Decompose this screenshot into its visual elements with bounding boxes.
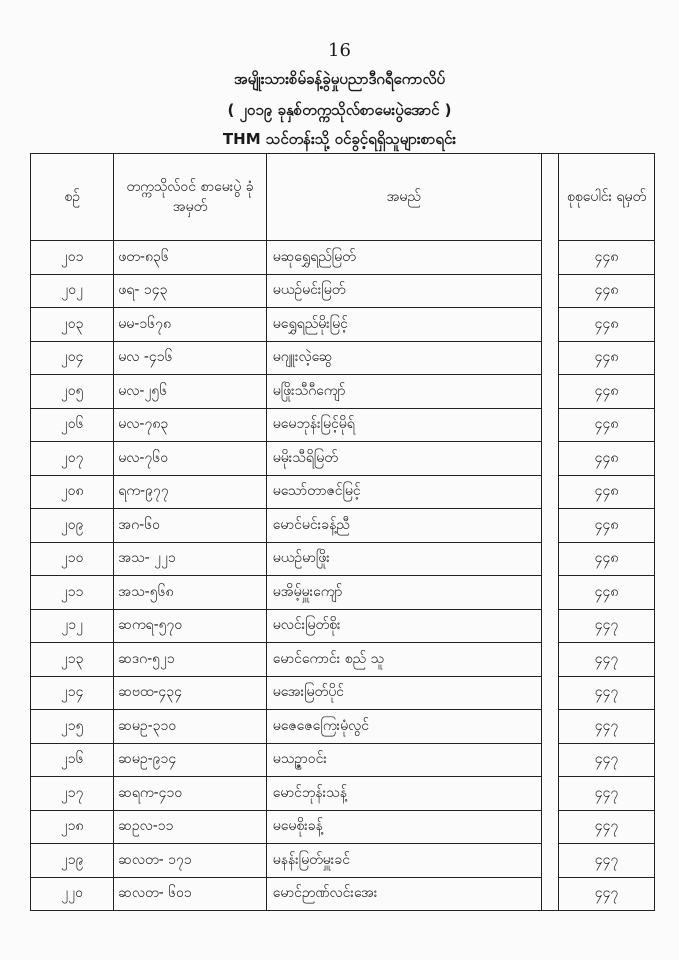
cell-gap	[541, 241, 558, 275]
table-row	[31, 509, 655, 543]
col-header-gap	[541, 154, 558, 241]
cell-name: မအိမ့်မှူးကျော်	[266, 576, 541, 610]
cell-gap	[541, 475, 558, 509]
admission-table	[30, 153, 655, 911]
cell-roll: ဆကရ-၅၇၀	[114, 609, 266, 643]
table-row	[31, 241, 655, 275]
cell-roll: အသ- ၂၂၁	[114, 542, 266, 576]
cell-gap	[541, 676, 558, 710]
list-title: THM သင်တန်းသို့ ဝင်ခွင့်ရရှိသူများစာရင်း	[222, 130, 457, 148]
table-header-row	[31, 154, 655, 241]
cell-roll: ဆဒဂ-၅၂၁	[114, 643, 266, 677]
cell-name: မဖြိုးသီဂီကျော်	[266, 375, 541, 409]
cell-name: မောင်မင်းခန့်ညီ	[266, 509, 541, 543]
exam-year-subtitle: ( ၂၀၁၉ ခုနှစ်တက္ကသိုလ်စာမေးပွဲအောင် )	[227, 101, 452, 119]
cell-roll: ဖရ- ၁၄၃	[114, 274, 266, 308]
cell-name: မဂျူးလဲ့ဆွေ	[266, 341, 541, 375]
table-row	[31, 341, 655, 375]
cell-roll: ဆဥလ-၁၁	[114, 810, 266, 844]
table-row	[31, 810, 655, 844]
table-row	[31, 442, 655, 476]
cell-gap	[541, 743, 558, 777]
cell-no: ၂၁၅	[31, 710, 114, 744]
cell-roll: မလ-၇၆၀	[114, 442, 266, 476]
cell-gap	[541, 442, 558, 476]
college-title: အမျိုးသားစိမ်ခန့်ခွဲမှုပညာဒီဂရီကောလိပ်	[233, 70, 446, 88]
table-row	[31, 877, 655, 911]
cell-no: ၂၁၇	[31, 777, 114, 811]
cell-no: ၂၀၅	[31, 375, 114, 409]
cell-total: ၄၄၇	[559, 877, 655, 911]
cell-total: ၄၄၈	[559, 408, 655, 442]
cell-total: ၄၄၈	[559, 241, 655, 275]
cell-total: ၄၄၈	[559, 308, 655, 342]
cell-no: ၂၁၁	[31, 576, 114, 610]
cell-no: ၂၁၉	[31, 844, 114, 878]
table-row	[31, 274, 655, 308]
cell-no: ၂၂၀	[31, 877, 114, 911]
page-number: 16	[328, 40, 351, 61]
cell-roll: ဆရက-၄၁၀	[114, 777, 266, 811]
cell-name: မနန်းမြတ်မှူးခင်	[266, 844, 541, 878]
cell-roll: ဆဗထ-၄၃၄	[114, 676, 266, 710]
cell-no: ၂၁၀	[31, 542, 114, 576]
cell-name: မဇေဇေကြေးမုံလွင်	[266, 710, 541, 744]
cell-total: ၄၄၇	[559, 777, 655, 811]
cell-gap	[541, 710, 558, 744]
cell-name: မသဥ္ဇာဝင်း	[266, 743, 541, 777]
cell-no: ၂၁၃	[31, 643, 114, 677]
cell-gap	[541, 308, 558, 342]
cell-name: မအေးမြတ်ပိုင်	[266, 676, 541, 710]
cell-gap	[541, 274, 558, 308]
cell-gap	[541, 341, 558, 375]
cell-no: ၂၀၄	[31, 341, 114, 375]
cell-roll: အသ-၅၆၈	[114, 576, 266, 610]
cell-roll: မမ-၁၆၇၈	[114, 308, 266, 342]
cell-roll: မလ-၇၈၃	[114, 408, 266, 442]
cell-no: ၂၀၈	[31, 475, 114, 509]
cell-name: မရွှေရည်မိုးမြင့်	[266, 308, 541, 342]
cell-total: ၄၄၈	[559, 341, 655, 375]
cell-total: ၄၄၇	[559, 844, 655, 878]
cell-total: ၄၄၇	[559, 710, 655, 744]
cell-total: ၄၄၇	[559, 643, 655, 677]
cell-no: ၂၀၇	[31, 442, 114, 476]
table-row	[31, 743, 655, 777]
cell-no: ၂၀၉	[31, 509, 114, 543]
table-row	[31, 408, 655, 442]
cell-gap	[541, 408, 558, 442]
cell-gap	[541, 375, 558, 409]
table-row	[31, 643, 655, 677]
cell-name: မဆုရွှေရည်မြတ်	[266, 241, 541, 275]
cell-no: ၂၁၆	[31, 743, 114, 777]
table-row	[31, 576, 655, 610]
cell-roll: ဆလတ- ၆၀၁	[114, 877, 266, 911]
cell-no: ၂၀၆	[31, 408, 114, 442]
table-row	[31, 542, 655, 576]
cell-no: ၂၁၈	[31, 810, 114, 844]
cell-gap	[541, 576, 558, 610]
cell-total: ၄၄၈	[559, 475, 655, 509]
cell-gap	[541, 810, 558, 844]
col-header-roll: တက္ကသိုလ်ဝင် စာမေးပွဲ ခုံအမှတ်	[114, 154, 266, 241]
cell-roll: ဆမဥ-၃၁၀	[114, 710, 266, 744]
cell-no: ၂၁၂	[31, 609, 114, 643]
cell-roll: အဂ-၆၀	[114, 509, 266, 543]
table-row	[31, 475, 655, 509]
cell-gap	[541, 643, 558, 677]
cell-name: မောင်ကောင်း စည် သူ	[266, 643, 541, 677]
cell-no: ၂၀၂	[31, 274, 114, 308]
cell-name: မသော်တာဇင်မြင့်	[266, 475, 541, 509]
cell-total: ၄၄၈	[559, 375, 655, 409]
cell-no: ၂၀၃	[31, 308, 114, 342]
cell-name: မောင်ဘုန်းသန့်	[266, 777, 541, 811]
col-header-name: အမည်	[266, 154, 541, 241]
table-row	[31, 308, 655, 342]
cell-total: ၄၄၈	[559, 274, 655, 308]
cell-roll: မလ-၂၅၆	[114, 375, 266, 409]
cell-total: ၄၄၈	[559, 576, 655, 610]
table-row	[31, 777, 655, 811]
cell-roll: ရက-၉၇၇	[114, 475, 266, 509]
cell-total: ၄၄၈	[559, 442, 655, 476]
cell-name: မယဉ်မင်းမြတ်	[266, 274, 541, 308]
cell-roll: မလ -၄၁၆	[114, 341, 266, 375]
cell-total: ၄၄၇	[559, 810, 655, 844]
cell-total: ၄၄၈	[559, 509, 655, 543]
cell-no: ၂၀၁	[31, 241, 114, 275]
cell-gap	[541, 509, 558, 543]
cell-gap	[541, 777, 558, 811]
cell-name: မမိုးသီရိမြတ်	[266, 442, 541, 476]
cell-total: ၄၄၇	[559, 609, 655, 643]
cell-name: မမေစိုးခန့်	[266, 810, 541, 844]
cell-name: မောင်ဉာဏ်လင်းအေး	[266, 877, 541, 911]
table-row	[31, 375, 655, 409]
cell-roll: ဆမဥ-၉၁၄	[114, 743, 266, 777]
cell-total: ၄၄၈	[559, 542, 655, 576]
cell-name: မလင်းမြတ်စိုး	[266, 609, 541, 643]
table-row	[31, 710, 655, 744]
cell-total: ၄၄၇	[559, 676, 655, 710]
cell-roll: ဆလတ- ၁၇၁	[114, 844, 266, 878]
cell-roll: ဖတ-၈၃၆	[114, 241, 266, 275]
cell-name: မယဉ်မာဖြိုး	[266, 542, 541, 576]
col-header-no: စဉ်	[31, 154, 114, 241]
table-row	[31, 609, 655, 643]
cell-gap	[541, 542, 558, 576]
cell-total: ၄၄၇	[559, 743, 655, 777]
cell-no: ၂၁၄	[31, 676, 114, 710]
col-header-total: စုစုပေါင်း ရမှတ်	[559, 154, 655, 241]
cell-gap	[541, 844, 558, 878]
table-row	[31, 676, 655, 710]
cell-gap	[541, 609, 558, 643]
cell-name: မမေဘုန်းမြင့်မိုရ်	[266, 408, 541, 442]
table-row	[31, 844, 655, 878]
cell-gap	[541, 877, 558, 911]
